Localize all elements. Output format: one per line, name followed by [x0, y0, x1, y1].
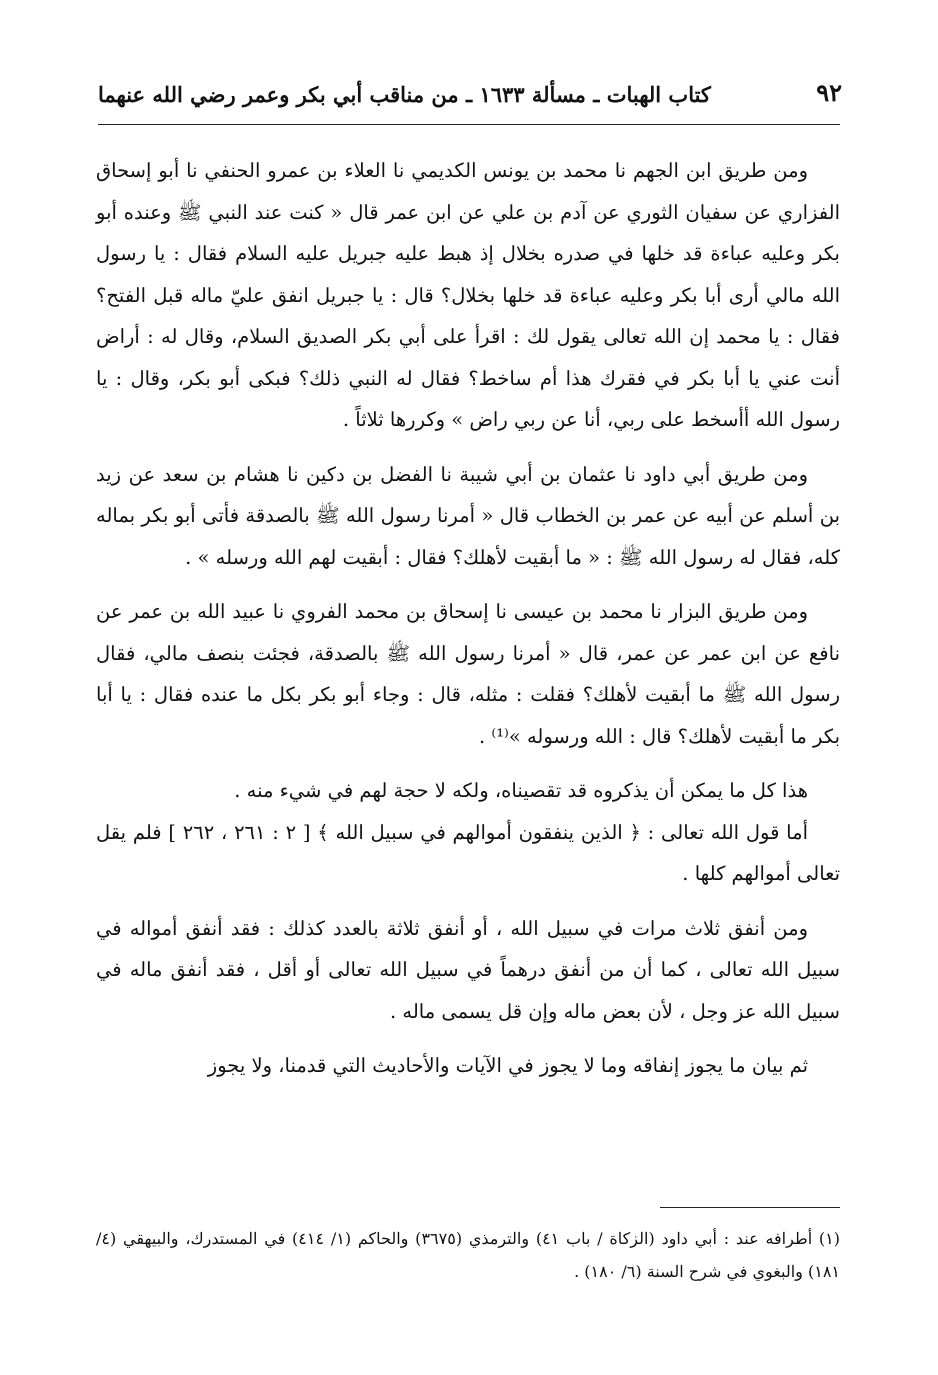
running-title: كتاب الهبات ـ مسألة ١٦٣٣ ـ من مناقب أبي بكر وعمر رضي الله عنهما [98, 82, 711, 107]
header-divider [98, 124, 840, 125]
paragraph-al-bazzar-narration: ومن طريق البزار نا محمد بن عيسى نا إسحاق بن محمد الفروي نا عبيد الله بن عمر عن نافع عن ابن عمر عن عمر، قال « أمرنا رسول الله ﷺ بالصدقة، فجئت بنصف مالي، فقال رسول الله ﷺ ما أبقيت لأهلك؟ فقلت : مثله، قال : وجاء أبو بكر بكل ما عنده فقال : يا أبا بكر ما أبقيت لأهلك؟ قال : الله ورسوله »⁽¹⁾ . [96, 600, 840, 748]
paragraph-conclusion: هذا كل ما يمكن أن يذكروه قد تقصيناه، ولكه لا حجة لهم في شيء منه . [234, 779, 808, 802]
page-number: ٩٢ [816, 78, 842, 107]
paragraph-ibn-al-jahm-narration: ومن طريق ابن الجهم نا محمد بن يونس الكديمي نا العلاء بن عمرو الحنفي نا أبو إسحاق الفزاري عن سفيان الثوري عن آدم بن علي عن ابن عمر قال « كنت عند النبي ﷺ وعنده أبو بكر وعليه عباءة قد خلها في صدره بخلال إذ هبط عليه جبريل عليه السلام فقال : يا رسول الله مالي أرى أبا بكر وعليه عباءة قد خلها بخلال؟ قال : يا جبريل انفق عليّ ماله قبل الفتح؟ فقال : يا محمد إن الله تعالى يقول لك : اقرأ على أبي بكر الصديق السلام، وقال له : أراض أنت عني يا أبا بكر في فقرك هذا أم ساخط؟ فقال له النبي ذلك؟ فبكى أبو بكر، وقال : يا رسول الله أأسخط على ربي، أنا عن ربي راض » وكررها ثلاثاً . [96, 159, 840, 431]
paragraph-continuation: ثم بيان ما يجوز إنفاقه وما لا يجوز في الآيات والأحاديث التي قدمنا، ولا يجوز [207, 1054, 808, 1077]
footnote-1: (١) أطرافه عند : أبي داود (الزكاة / باب ٤١) والترمذي (٣٦٧٥) والحاكم (١/ ٤١٤) في المستدرك، والبيهقي (٤/ ١٨١) والبغوي في شرح السنة (٦/ ١٨٠) . [96, 1229, 841, 1281]
paragraph-quran-verse: أما قول الله تعالى : ﴿ الذين ينفقون أموالهم في سبيل الله ﴾ [ ٢ : ٢٦١ ، ٢٦٢ ] فلم يقل تعالى أموالهم كلها . [96, 820, 840, 885]
footnote-divider [660, 1207, 840, 1208]
footnotes [96, 1222, 840, 1288]
paragraph-abu-dawud-narration: ومن طريق أبي داود نا عثمان بن أبي شيبة نا الفضل بن دكين نا هشام بن سعد عن زيد بن أسلم عن أبيه عن عمر بن الخطاب قال « أمرنا رسول الله ﷺ بالصدقة فأتى أبو بكر بماله كله، فقال له رسول الله ﷺ : « ما أبقيت لأهلك؟ فقال : أبقيت لهم الله ورسله » . [96, 462, 840, 569]
main-text [96, 150, 840, 1087]
paragraph-spending-three-times: ومن أنفق ثلاث مرات في سبيل الله ، أو أنفق ثلاثة بالعدد كذلك : فقد أنفق أمواله في سبيل الله تعالى ، كما أن من أنفق درهماً في سبيل الله تعالى أو أقل ، فقد أنفق ماله في سبيل الله عز وجل ، لأن بعض ماله وإن قل يسمى ماله . [96, 916, 840, 1023]
page-header [98, 72, 842, 124]
